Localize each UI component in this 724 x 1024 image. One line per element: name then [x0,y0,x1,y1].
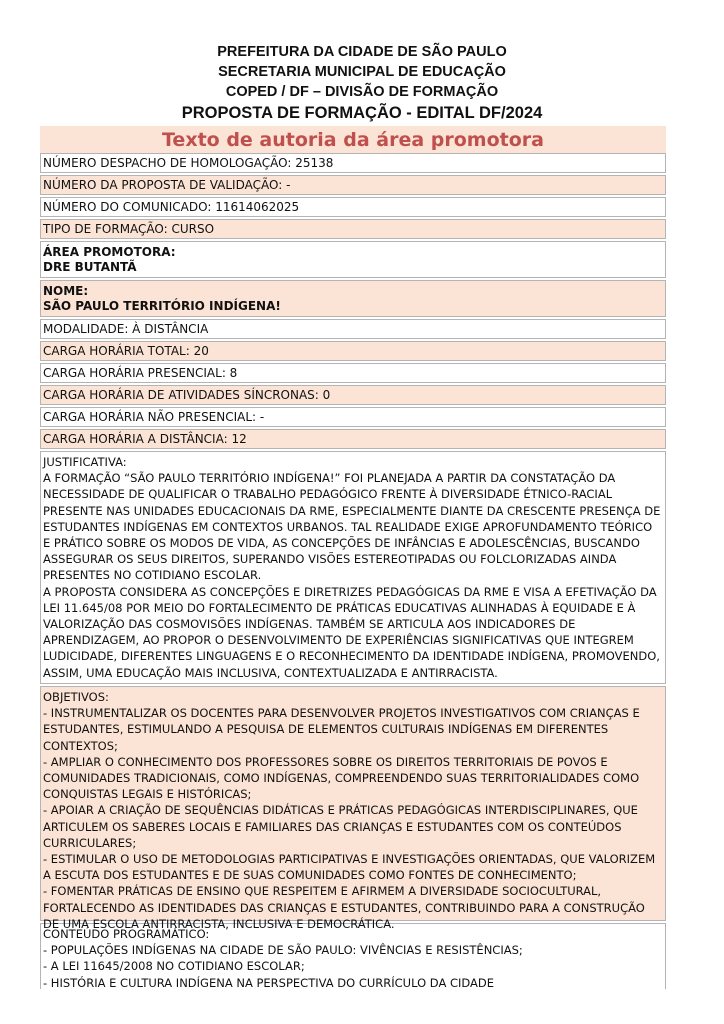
field-ch-nao-presencial: CARGA HORÁRIA NÃO PRESENCIAL: - [40,407,666,427]
justificativa-label: JUSTIFICATIVA: [43,455,127,469]
justificativa-paragraph-1: A FORMAÇÃO “SÃO PAULO TERRITÓRIO INDÍGENA!” FOI PLANEJADA A PARTIR DA CONSTATAÇÃO DA NECESSIDADE DE QUALIFICAR O TRABALHO PEDAGÓGICO FRENTE À DIVERSIDADE ÉTNICO-RACIAL PRESENTE NAS UNIDADES EDUCACIONAIS DA RME, ESPECIALMENTE DIANTE DA CRESCENTE PRESENÇA DE ESTUDANTES INDÍGENAS EM CONTEXTOS URBANOS. TAL REALIDADE EXIGE APROFUNDAMENTO TEÓRICO E PRÁTICO SOBRE OS MODOS DE VIDA, AS CONCEPÇÕES DE INFÂNCIAS E ADOLESCÊNCIAS, BUSCANDO ASSEGURAR OS SEUS DIREITOS, SUPERANDO VISÕES ESTEREOTIPADAS OU FOLCLORIZADAS AINDA PRESENTES NO COTIDIANO ESCOLAR. [43,471,661,583]
field-nome-value: SÃO PAULO TERRITÓRIO INDÍGENA! [43,299,281,313]
field-area-label: ÁREA PROMOTORA: [43,245,176,259]
field-area [40,241,666,278]
conteudo-section [40,923,666,989]
field-ch-sincronas: CARGA HORÁRIA DE ATIVIDADES SÍNCRONAS: 0 [40,385,666,405]
field-despacho: NÚMERO DESPACHO DE HOMOLOGAÇÃO: 25138 [40,153,666,173]
conteudo-item: - HISTÓRIA E CULTURA INDÍGENA NA PERSPECTIVA DO CURRÍCULO DA CIDADE [43,975,495,990]
conteudo-item: - POPULAÇÕES INDÍGENAS NA CIDADE DE SÃO PAULO: VIVÊNCIAS E RESISTÊNCIAS; [43,943,523,958]
conteudo-label: CONTEÚDO PROGRAMÁTICO: [43,927,210,941]
header-secretaria: SECRETARIA MUNICIPAL DE EDUCAÇÃO [218,64,506,80]
field-proposta: NÚMERO DA PROPOSTA DE VALIDAÇÃO: - [40,175,666,195]
objetivo-item: - APOIAR A CRIAÇÃO DE SEQUÊNCIAS DIDÁTICAS E PRÁTICAS PEDAGÓGICAS INTERDISCIPLINARES, QUE ARTICULEM OS SABERES LOCAIS E FAMILIARES DAS CRIANÇAS E ESTUDANTES COM OS CONTEÚDOS CURRICULARES; [43,803,638,850]
objetivos-section [40,686,666,931]
header-edital: PROPOSTA DE FORMAÇÃO - EDITAL DF/2024 [181,104,543,122]
field-ch-distancia: CARGA HORÁRIA A DISTÂNCIA: 12 [40,429,666,449]
field-nome [40,280,666,317]
authorship-banner: Texto de autoria da área promotora [40,126,666,154]
field-comunicado: NÚMERO DO COMUNICADO: 11614062025 [40,197,666,217]
header-prefeitura: PREFEITURA DA CIDADE DE SÃO PAULO [217,44,507,60]
document-header [0,0,724,154]
field-tipo: TIPO DE FORMAÇÃO: CURSO [40,219,666,239]
objetivo-item: - FOMENTAR PRÁTICAS DE ENSINO QUE RESPEITEM E AFIRMEM A DIVERSIDADE SOCIOCULTURAL, FORTALECENDO AS IDENTIDADES DAS CRIANÇAS E ESTUDANTES, CONTRIBUINDO PARA A CONSTRUÇÃO DE UMA ESCOLA ANTIRRACISTA, INCLUSIVA E DEMOCRÁTICA. [43,884,645,931]
field-ch-total: CARGA HORÁRIA TOTAL: 20 [40,341,666,361]
field-ch-presencial: CARGA HORÁRIA PRESENCIAL: 8 [40,363,666,383]
header-divisao: COPED / DF – DIVISÃO DE FORMAÇÃO [225,84,499,100]
objetivos-label: OBJETIVOS: [43,690,109,704]
justificativa-paragraph-2: A PROPOSTA CONSIDERA AS CONCEPÇÕES E DIRETRIZES PEDAGÓGICAS DA RME E VISA A EFETIVAÇÃO DA LEI 11.645/08 POR MEIO DO FORTALECIMENTO DE PRÁTICAS EDUCATIVAS ALINHADAS À EQUIDADE E À VALORIZAÇÃO DAS COSMOVISÕES INDÍGENAS. TAMBÉM SE ARTICULA AOS INDICADORES DE APRENDIZAGEM, AO PROPOR O DESENVOLVIMENTO DE EXPERIÊNCIAS SIGNIFICATIVAS QUE INTEGREM LUDICIDADE, DIFERENTES LINGUAGENS E O RECONHECIMENTO DA IDENTIDADE INDÍGENA, PROMOVENDO, ASSIM, UMA EDUCAÇÃO MAIS INCLUSIVA, CONTEXTUALIZADA E ANTIRRACISTA. [43,584,660,680]
objetivo-item: - INSTRUMENTALIZAR OS DOCENTES PARA DESENVOLVER PROJETOS INVESTIGATIVOS COM CRIANÇAS E ESTUDANTES, ESTIMULANDO A PESQUISA DE ELEMENTOS CULTURAIS INDÍGENAS EM DIFERENTES CONTEXTOS; [43,706,640,753]
form-fields [40,153,666,991]
field-area-value: DRE BUTANTÃ [43,260,137,274]
justificativa-section [40,451,666,684]
objetivo-item: - ESTIMULAR O USO DE METODOLOGIAS PARTICIPATIVAS E INVESTIGAÇÕES ORIENTADAS, QUE VALORIZEM A ESCUTA DOS ESTUDANTES E DE SUAS COMUNIDADES COMO FONTES DE CONHECIMENTO; [43,852,656,883]
field-nome-label: NOME: [43,284,89,298]
objetivo-item: - AMPLIAR O CONHECIMENTO DOS PROFESSORES SOBRE OS DIREITOS TERRITORIAIS DE POVOS E COMUNIDADES TRADICIONAIS, COMO INDÍGENAS, COMPREENDENDO SUAS TERRITORIALIDADES COMO CONQUISTAS LEGAIS E HISTÓRICAS; [43,754,640,802]
field-modalidade: MODALIDADE: À DISTÂNCIA [40,319,666,339]
conteudo-item: - A LEI 11645/2008 NO COTIDIANO ESCOLAR; [43,959,305,974]
